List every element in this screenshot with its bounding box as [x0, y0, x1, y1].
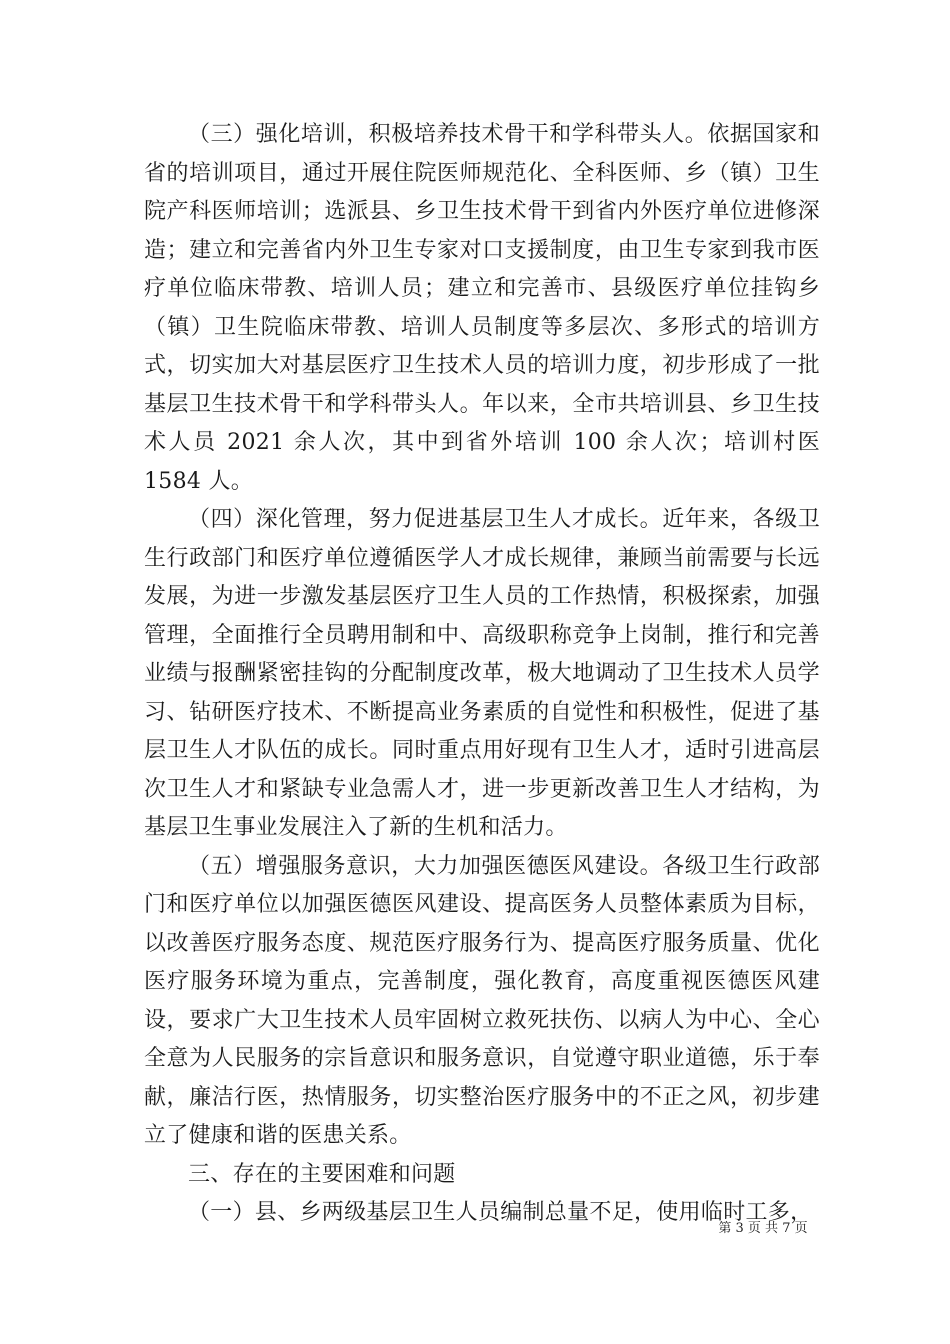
section-heading: 三、存在的主要困难和问题 [188, 1161, 456, 1187]
paragraph-training: （三）强化培训，积极培养技术骨干和学科带头人。依据国家和省的培训项目，通过开展住院医师规范化、全科医师、乡（镇）卫生院产科医师培训；选派县、乡卫生技术骨干到省内外医疗单位进修深造；建立和完善省内外卫生专家对口支援制度，由卫生专家到我市医疗单位临床带教、培训人员；建立和完善市、县级医疗单位挂钩乡（镇）卫生院临床带教、培训人员制度等多层次、多形式的培训方式，切实加大对基层医疗卫生技术人员的培训力度，初步形成了一批基层卫生技术骨干和学科带头人。年以来，全市共培训县、乡卫生技术人员 2021 余人次，其中到省外培训 100 余人次；培训村医 1584 人。 [144, 122, 820, 494]
paragraph-problems: （一）县、乡两级基层卫生人员编制总量不足，使用临时工多， [188, 1200, 813, 1225]
paragraph-management: （四）深化管理，努力促进基层卫生人才成长。近年来，各级卫生行政部门和医疗单位遵循医学人才成长规律，兼顾当前需要与长远发展，为进一步激发基层医疗卫生人员的工作热情，积极探索，加强管理，全面推行全员聘用制和中、高级职称竞争上岗制，推行和完善业绩与报酬紧密挂钩的分配制度改革，极大地调动了卫生技术人员学习、钻研医疗技术、不断提高业务素质的自觉性和积极性，促进了基层卫生人才队伍的成长。同时重点用好现有卫生人才，适时引进高层次卫生人才和紧缺专业急需人才，进一步更新改善卫生人才结构，为基层卫生事业发展注入了新的生机和活力。 [144, 507, 820, 840]
paragraph-service: （五）增强服务意识，大力加强医德医风建设。各级卫生行政部门和医疗单位以加强医德医风建设、提高医务人员整体素质为目标，以改善医疗服务态度、规范医疗服务行为、提高医疗服务质量、优化医疗服务环境为重点，完善制度，强化教育，高度重视医德医风建设，要求广大卫生技术人员牢固树立救死扶伤、以病人为中心、全心全意为人民服务的宗旨意识和服务意识，自觉遵守职业道德，乐于奉献，廉洁行医，热情服务，切实整治医疗服务中的不正之风，初步建立了健康和谐的医患关系。 [144, 853, 820, 1148]
document-body [144, 116, 820, 1233]
page-number: 第 3 页 共 7 页 [718, 1221, 808, 1236]
page-footer [0, 1221, 950, 1237]
